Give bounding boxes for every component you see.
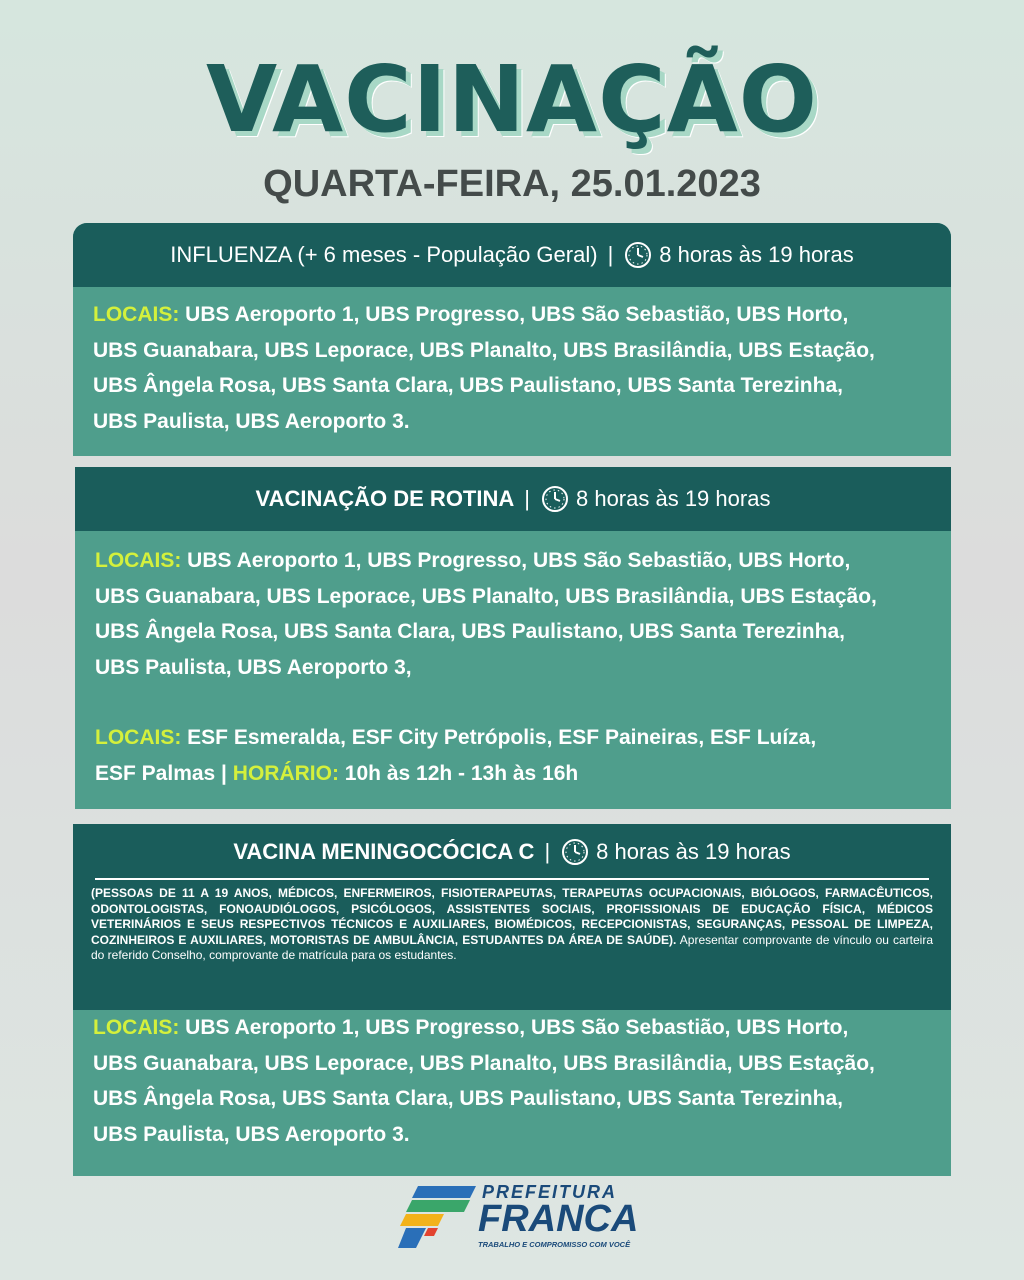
locais-line: UBS Guanabara, UBS Leporace, UBS Planalto, UBS Brasilândia, UBS Estação, (93, 338, 875, 362)
locais-line: UBS Aeroporto 1, UBS Progresso, UBS São Sebastião, UBS Horto, (185, 303, 849, 326)
locais-line: UBS Paulista, UBS Aeroporto 3. (93, 1122, 410, 1146)
locais2-line: ESF Esmeralda, ESF City Petrópolis, ESF Paineiras, ESF Luíza, (187, 726, 817, 749)
logo-franca: FRANCA (478, 1198, 639, 1240)
locais-line: UBS Paulista, UBS Aeroporto 3. (93, 409, 410, 433)
clock-icon (560, 837, 590, 867)
rotina-header (75, 467, 951, 531)
locais-label: LOCAIS: (93, 303, 180, 326)
header-separator: | (544, 839, 551, 864)
locais-line: UBS Ângela Rosa, UBS Santa Clara, UBS Paulistano, UBS Santa Terezinha, (93, 374, 843, 397)
influenza-hours: 8 horas às 19 horas (659, 242, 854, 267)
meningococica-header (73, 824, 951, 880)
rotina-locais (75, 531, 951, 791)
page-title: VACINAÇÃO (205, 46, 819, 153)
clock-icon (623, 240, 653, 270)
rotina-hours: 8 horas às 19 horas (575, 486, 771, 511)
rotina-title: VACINAÇÃO DE ROTINA (255, 486, 515, 511)
prefeitura-franca-logo-icon (398, 1182, 478, 1250)
prefeitura-logo (398, 1182, 638, 1254)
meningococica-title: VACINA MENINGOCÓCICA C (233, 839, 535, 864)
locais-line: UBS Guanabara, UBS Leporace, UBS Planalto, UBS Brasilândia, UBS Estação, (93, 1051, 875, 1075)
horario-value: 10h às 12h - 13h às 16h (344, 761, 579, 785)
influenza-header (73, 223, 951, 287)
locais-line: UBS Paulista, UBS Aeroporto 3, (95, 655, 412, 679)
header-separator: | (524, 486, 530, 511)
influenza-title: INFLUENZA (+ 6 meses - População Geral) (170, 242, 598, 267)
header-separator: | (607, 242, 614, 267)
rotina-card (75, 467, 951, 809)
meningococica-note (73, 880, 951, 1010)
note-caps: (PESSOAS DE 11 A 19 ANOS, MÉDICOS, ENFERMEIROS, FISIOTERAPEUTAS, TERAPEUTAS OCUPACIONAIS, BIÓLOGOS, FARMACÊUTICOS, ODONTOLOGISTAS, FONOAUDIÓLOGOS, PSICÓLOGOS, ASSISTENTES SOCIAIS, PROFISSIONAIS DE EDUCAÇÃO FÍSICA, MÉDICOS VETERINÁRIOS E SEUS RESPECTIVOS TÉCNICOS E AUXILIARES, BIOMÉDICOS, RECEPCIONISTAS, SEGURANÇAS, PESSOAL DE LIMPEZA, COZINHEIROS E AUXILIARES, MOTORISTAS DE AMBULÂNCIA, ESTUDANTES DA ÁREA DE SAÚDE). (91, 886, 933, 947)
influenza-card (73, 223, 951, 456)
locais-line: UBS Ângela Rosa, UBS Santa Clara, UBS Paulistano, UBS Santa Terezinha, (93, 1087, 843, 1110)
meningococica-locais (73, 1010, 951, 1152)
note-plain: Apresentar comprovante de vínculo ou carteira do referido Conselho, comprovante de matrícula para os estudantes. (91, 932, 934, 962)
logo-prefeitura: PREFEITURA (482, 1182, 618, 1202)
meningococica-card (73, 824, 951, 1176)
locais-line: UBS Aeroporto 1, UBS Progresso, UBS São Sebastião, UBS Horto, (187, 549, 851, 572)
locais-line: UBS Aeroporto 1, UBS Progresso, UBS São Sebastião, UBS Horto, (185, 1016, 849, 1039)
clock-icon (540, 484, 570, 514)
meningococica-hours: 8 horas às 19 horas (596, 839, 791, 864)
locais-line: UBS Guanabara, UBS Leporace, UBS Planalto, UBS Brasilândia, UBS Estação, (95, 584, 877, 608)
locais2-label: LOCAIS: (95, 726, 182, 749)
locais-label: LOCAIS: (95, 549, 182, 572)
horario-label: HORÁRIO: (232, 761, 339, 785)
page-date: QUARTA-FEIRA, 25.01.2023 (263, 163, 761, 205)
influenza-locais (73, 287, 951, 439)
header-divider (95, 878, 929, 880)
locais2-line: ESF Palmas | (95, 761, 227, 785)
locais-line: UBS Ângela Rosa, UBS Santa Clara, UBS Paulistano, UBS Santa Terezinha, (95, 620, 845, 643)
locais-label: LOCAIS: (93, 1016, 180, 1039)
logo-tagline: TRABALHO E COMPROMISSO COM VOCÊ (478, 1240, 631, 1249)
